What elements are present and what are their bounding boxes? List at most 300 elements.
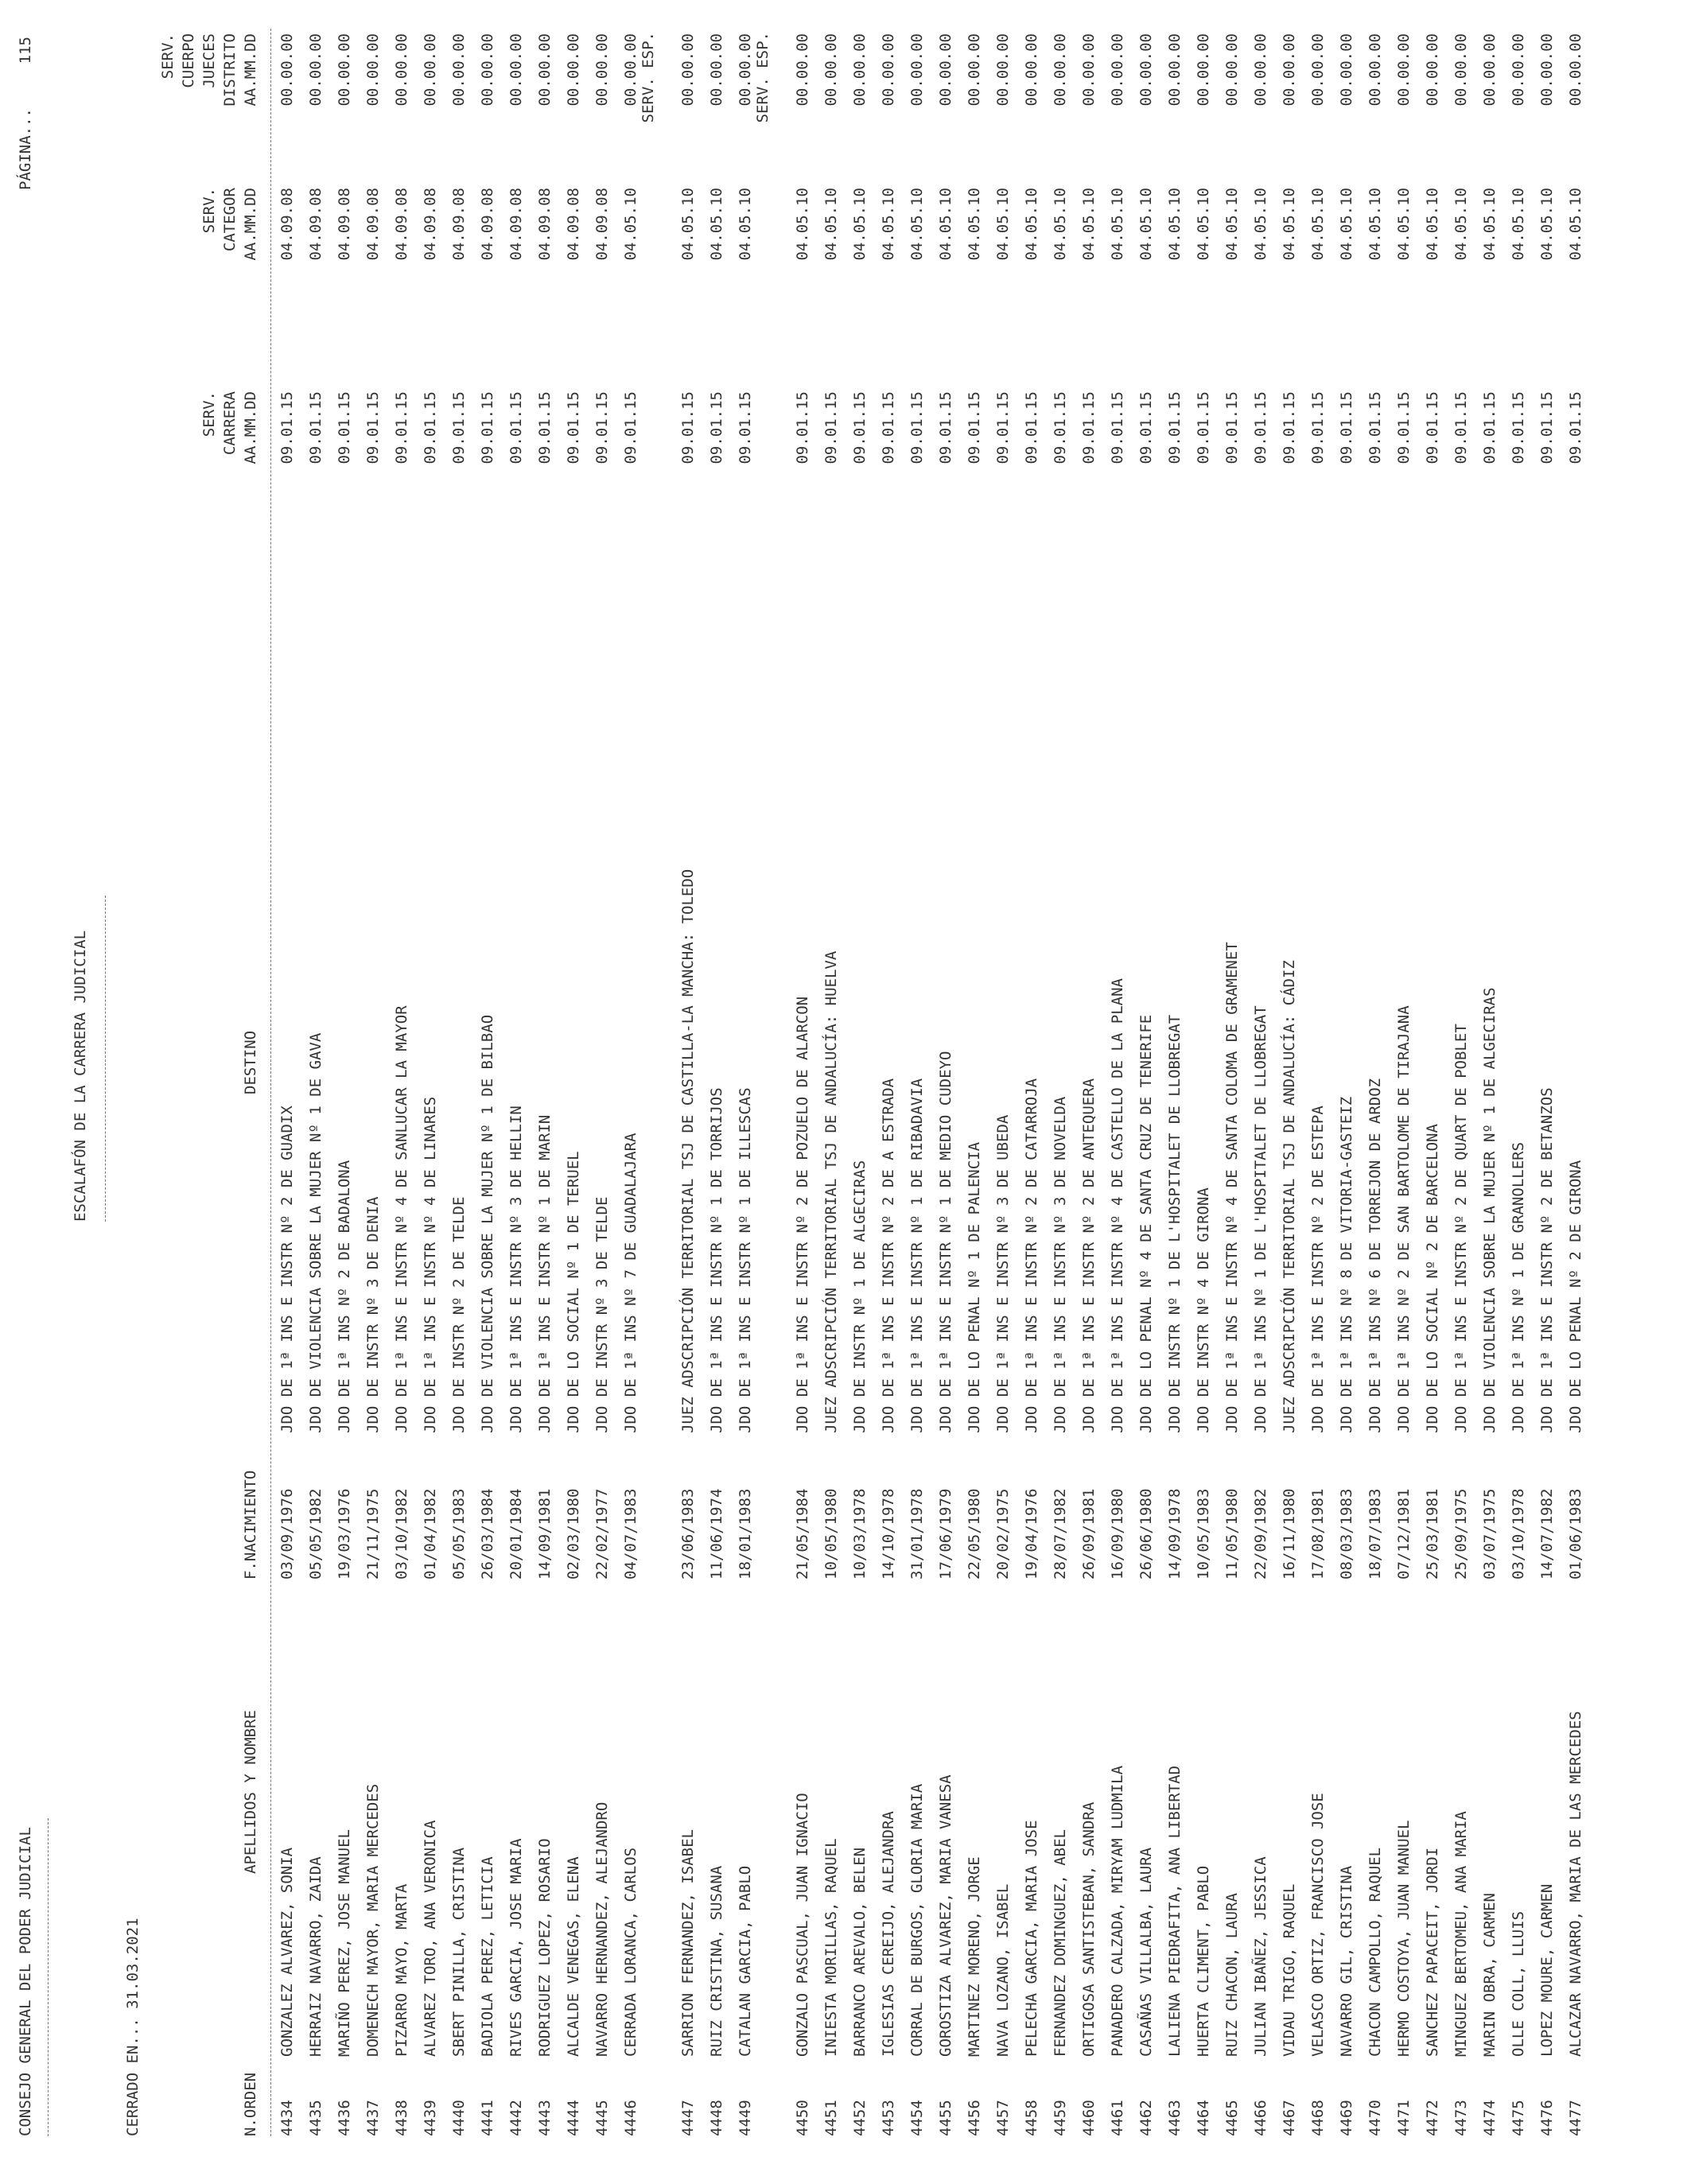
cell-orden: 4455 xyxy=(937,2100,954,2136)
cell-orden: 4472 xyxy=(1424,2100,1441,2136)
cell-nacimiento: 18/01/1983 xyxy=(737,1488,754,1580)
cell-nombre: LOPEZ MOURE, CARMEN xyxy=(1538,1883,1556,2057)
cell-jueces: 00.00.00 xyxy=(966,33,983,107)
cell-carrera: 09.01.15 xyxy=(708,391,725,464)
table-row xyxy=(420,0,441,2184)
cell-orden: 4449 xyxy=(737,2100,754,2136)
table-row xyxy=(1193,0,1214,2184)
column-header-orden: N.ORDEN xyxy=(242,2072,259,2136)
cell-carrera: 09.01.15 xyxy=(794,391,811,464)
cell-nombre: HERMO COSTOYA, JUAN MANUEL xyxy=(1395,1820,1413,2057)
cell-jueces: 00.00.00 xyxy=(422,33,439,107)
cell-destino: JDO DE 1ª INS E INSTR Nº 1 DE MARIN xyxy=(536,1114,554,1433)
cell-nacimiento: 20/02/1975 xyxy=(994,1488,1012,1580)
table-row xyxy=(821,0,842,2184)
column-header-destino: DESTINO xyxy=(242,1030,259,1094)
cell-categoria: 04.05.10 xyxy=(1567,188,1584,261)
cell-categoria: 04.05.10 xyxy=(737,188,754,261)
cell-categoria: 04.05.10 xyxy=(1510,188,1527,261)
cell-destino: JDO DE 1ª INS E INSTR Nº 2 DE QUART DE POBLET xyxy=(1452,1024,1470,1433)
cell-jueces: 00.00.00 xyxy=(393,33,410,107)
cell-orden: 4476 xyxy=(1538,2100,1556,2136)
table-row xyxy=(706,0,727,2184)
table-row xyxy=(1136,0,1156,2184)
cell-nombre: LALIENA PIEDRAFITA, ANA LIBERTAD xyxy=(1166,1765,1184,2057)
cell-orden: 4444 xyxy=(565,2100,582,2136)
cell-nacimiento: 05/05/1982 xyxy=(307,1488,325,1580)
cell-categoria: 04.05.10 xyxy=(1195,188,1212,261)
table-row xyxy=(849,0,870,2184)
cell-jueces: 00.00.00 xyxy=(536,33,554,107)
cell-jueces: 00.00.00 xyxy=(1510,33,1527,107)
cell-categoria: 04.05.10 xyxy=(1481,188,1499,261)
cell-jueces: 00.00.00 xyxy=(1567,33,1584,107)
cell-jueces: 00.00.00 xyxy=(1023,33,1040,107)
cell-destino: JDO DE 1ª INS Nº 2 DE BADALONA xyxy=(336,1160,353,1433)
cell-categoria: 04.05.10 xyxy=(1538,188,1556,261)
cell-jueces: 00.00.00 xyxy=(479,33,496,107)
table-row xyxy=(1508,0,1529,2184)
cell-nacimiento: 16/09/1980 xyxy=(1109,1488,1126,1580)
cell-carrera: 09.01.15 xyxy=(966,391,983,464)
cell-nacimiento: 11/05/1980 xyxy=(1223,1488,1241,1580)
cell-categoria: 04.05.10 xyxy=(1338,188,1355,261)
cell-categoria: 04.05.10 xyxy=(880,188,897,261)
cell-categoria: 04.05.10 xyxy=(1166,188,1184,261)
cell-carrera: 09.01.15 xyxy=(1309,391,1327,464)
cell-carrera: 09.01.15 xyxy=(507,391,525,464)
column-header-categoria-1: SERV. xyxy=(200,188,218,234)
cell-destino: JDO DE 1ª INS Nº 1 DE L'HOSPITALET DE LLOBREGAT xyxy=(1252,1005,1269,1433)
cell-carrera: 09.01.15 xyxy=(1080,391,1098,464)
cell-orden: 4437 xyxy=(364,2100,382,2136)
cell-jueces: 00.00.00 xyxy=(565,33,582,107)
table-row xyxy=(878,0,899,2184)
cell-nombre: OLLE COLL, LLUIS xyxy=(1510,1910,1527,2057)
cell-carrera: 09.01.15 xyxy=(1538,391,1556,464)
table-row xyxy=(305,0,326,2184)
cell-nombre: ALCALDE VENEGAS, ELENA xyxy=(565,1856,582,2057)
cell-orden: 4461 xyxy=(1109,2100,1126,2136)
cell-jueces: 00.00.00 xyxy=(822,33,840,107)
cell-nombre: NAVARRO HERNANDEZ, ALEJANDRO xyxy=(593,1801,611,2057)
table-row xyxy=(964,0,985,2184)
cell-jueces: 00.00.00 xyxy=(994,33,1012,107)
cell-destino: JDO DE VIOLENCIA SOBRE LA MUJER Nº 1 DE GAVA xyxy=(307,1032,325,1433)
cell-nacimiento: 26/09/1981 xyxy=(1080,1488,1098,1580)
cell-nacimiento: 14/10/1978 xyxy=(880,1488,897,1580)
cell-nacimiento: 08/03/1983 xyxy=(1338,1488,1355,1580)
cell-nacimiento: 31/01/1978 xyxy=(908,1488,926,1580)
cell-orden: 4445 xyxy=(593,2100,611,2136)
cell-destino: JDO DE 1ª INS E INSTR Nº 2 DE CATARROJA xyxy=(1023,1078,1040,1433)
cell-nombre: INIESTA MORILLAS, RAQUEL xyxy=(822,1838,840,2057)
cell-nacimiento: 01/04/1982 xyxy=(422,1488,439,1580)
cell-destino: JUEZ ADSCRIPCIÓN TERRITORIAL TSJ DE CASTILLA-LA MANCHA: TOLEDO xyxy=(679,869,697,1433)
cell-destino: JDO DE VIOLENCIA SOBRE LA MUJER Nº 1 DE BILBAO xyxy=(479,1014,496,1433)
cell-nacimiento: 14/07/1982 xyxy=(1538,1488,1556,1580)
cell-destino: JDO DE 1ª INS E INSTR Nº 4 DE SANTA COLOMA DE GRAMENET xyxy=(1223,942,1241,1433)
cell-nacimiento: 03/07/1975 xyxy=(1481,1488,1499,1580)
cell-carrera: 09.01.15 xyxy=(1166,391,1184,464)
cell-orden: 4474 xyxy=(1481,2100,1499,2136)
cell-nacimiento: 11/06/1974 xyxy=(708,1488,725,1580)
cell-nombre: SBERT PINILLA, CRISTINA xyxy=(450,1847,468,2057)
cell-nacimiento: 17/06/1979 xyxy=(937,1488,954,1580)
table-row xyxy=(1336,0,1357,2184)
cell-carrera: 09.01.15 xyxy=(908,391,926,464)
table-row xyxy=(620,0,641,2184)
cell-jueces: 00.00.00 xyxy=(1309,33,1327,107)
table-row xyxy=(1565,0,1586,2184)
table-row xyxy=(563,0,584,2184)
table-row xyxy=(1537,0,1557,2184)
column-header-nombre: APELLIDOS Y NOMBRE xyxy=(242,1710,259,1874)
cell-carrera: 09.01.15 xyxy=(851,391,869,464)
table-row xyxy=(506,0,527,2184)
cell-orden: 4434 xyxy=(278,2100,296,2136)
cell-carrera: 09.01.15 xyxy=(622,391,639,464)
cell-orden: 4446 xyxy=(622,2100,639,2136)
column-header-jueces-5: AA.MM.DD xyxy=(242,33,259,107)
cell-orden: 4442 xyxy=(507,2100,525,2136)
cell-nombre: FERNANDEZ DOMINGUEZ, ABEL xyxy=(1052,1829,1069,2057)
cell-jueces: 00.00.00 xyxy=(1109,33,1126,107)
table-row xyxy=(1021,0,1042,2184)
cell-categoria: 04.09.08 xyxy=(536,188,554,261)
cell-destino: JDO DE 1ª INS E INSTR Nº 4 DE SANLUCAR LA MAYOR xyxy=(393,1005,410,1433)
cell-orden: 4473 xyxy=(1452,2100,1470,2136)
cell-orden: 4467 xyxy=(1281,2100,1298,2136)
cell-carrera: 09.01.15 xyxy=(1395,391,1413,464)
cell-destino: JDO DE INSTR Nº 3 DE DENIA xyxy=(364,1196,382,1433)
table-row xyxy=(1479,0,1500,2184)
table-row xyxy=(1050,0,1071,2184)
table-row xyxy=(334,0,355,2184)
column-header-carrera-3: AA.MM.DD xyxy=(242,391,259,464)
cell-categoria: 04.09.08 xyxy=(364,188,382,261)
table-row xyxy=(1222,0,1242,2184)
cell-nombre: VIDAU TRIGO, RAQUEL xyxy=(1281,1883,1298,2057)
cell-jueces: 00.00.00 xyxy=(1052,33,1069,107)
cell-orden: 4448 xyxy=(708,2100,725,2136)
cell-nacimiento: 19/03/1976 xyxy=(336,1488,353,1580)
cell-destino: JDO DE 1ª INS E INSTR Nº 1 DE MEDIO CUDEYO xyxy=(937,1051,954,1433)
cell-jueces: 00.00.00 xyxy=(1252,33,1269,107)
column-header-jueces-2: CUERPO xyxy=(180,33,197,88)
cell-nacimiento: 14/09/1978 xyxy=(1166,1488,1184,1580)
cell-categoria: 04.05.10 xyxy=(1309,188,1327,261)
cell-nombre: MARIN OBRA, CARMEN xyxy=(1481,1893,1499,2057)
cell-jueces: 00.00.00 xyxy=(1452,33,1470,107)
table-row xyxy=(792,0,813,2184)
cell-categoria: 04.05.10 xyxy=(1424,188,1441,261)
cell-categoria: 04.05.10 xyxy=(679,188,697,261)
cell-destino: JDO DE 1ª INS Nº 1 DE GRANOLLERS xyxy=(1510,1141,1527,1433)
cell-categoria: 04.09.08 xyxy=(565,188,582,261)
table-row xyxy=(1394,0,1414,2184)
cell-nacimiento: 21/05/1984 xyxy=(794,1488,811,1580)
cell-nacimiento: 02/03/1980 xyxy=(565,1488,582,1580)
cell-carrera: 09.01.15 xyxy=(565,391,582,464)
cell-jueces: 00.00.00 xyxy=(450,33,468,107)
cell-nacimiento: 03/10/1978 xyxy=(1510,1488,1527,1580)
cell-categoria: 04.09.08 xyxy=(393,188,410,261)
cell-jueces: 00.00.00 xyxy=(794,33,811,107)
cell-carrera: 09.01.15 xyxy=(737,391,754,464)
cell-nombre: BARRANCO AREVALO, BELEN xyxy=(851,1847,869,2057)
table-row xyxy=(1164,0,1185,2184)
cell-nombre: CHACON CAMPOLLO, RAQUEL xyxy=(1366,1847,1384,2057)
cell-nacimiento: 07/12/1981 xyxy=(1395,1488,1413,1580)
cell-orden: 4469 xyxy=(1338,2100,1355,2136)
cell-nacimiento: 03/09/1976 xyxy=(278,1488,296,1580)
cell-nacimiento: 03/10/1982 xyxy=(393,1488,410,1580)
cell-categoria: 04.05.10 xyxy=(708,188,725,261)
cell-orden: 4475 xyxy=(1510,2100,1527,2136)
column-header-nacimiento: F.NACIMIENTO xyxy=(242,1470,259,1580)
cell-jueces: 00.00.00 xyxy=(1481,33,1499,107)
cell-nombre: ALCAZAR NAVARRO, MARIA DE LAS MERCEDES xyxy=(1567,1711,1584,2057)
cell-nombre: MINGUEZ BERTOMEU, ANA MARIA xyxy=(1452,1811,1470,2057)
table-row xyxy=(1451,0,1471,2184)
cell-nombre: SARRION FERNANDEZ, ISABEL xyxy=(679,1829,697,2057)
cell-orden: 4440 xyxy=(450,2100,468,2136)
cell-jueces: 00.00.00 xyxy=(364,33,382,107)
table-row xyxy=(1279,0,1300,2184)
table-row xyxy=(449,0,469,2184)
cell-jueces: 00.00.00 xyxy=(1366,33,1384,107)
cell-categoria: 04.05.10 xyxy=(1366,188,1384,261)
cell-carrera: 09.01.15 xyxy=(880,391,897,464)
cell-nacimiento: 14/09/1981 xyxy=(536,1488,554,1580)
cell-nombre: ALVAREZ TORO, ANA VERONICA xyxy=(422,1820,439,2057)
cell-destino: JDO DE LO SOCIAL Nº 2 DE BARCELONA xyxy=(1424,1124,1441,1433)
cell-nombre: HUERTA CLIMENT, PABLO xyxy=(1195,1865,1212,2057)
document-title: ESCALAFÓN DE LA CARRERA JUDICIAL xyxy=(72,930,89,1222)
title-underline xyxy=(105,896,106,1222)
cell-categoria: 04.05.10 xyxy=(1223,188,1241,261)
cell-categoria: 04.09.08 xyxy=(450,188,468,261)
cell-jueces: 00.00.00 xyxy=(1395,33,1413,107)
cell-carrera: 09.01.15 xyxy=(393,391,410,464)
cell-nacimiento: 01/06/1983 xyxy=(1567,1488,1584,1580)
cell-orden: 4457 xyxy=(994,2100,1012,2136)
cell-categoria: 04.05.10 xyxy=(966,188,983,261)
cell-nombre: BADIOLA PEREZ, LETICIA xyxy=(479,1856,496,2057)
cell-carrera: 09.01.15 xyxy=(994,391,1012,464)
cell-categoria: 04.09.08 xyxy=(593,188,611,261)
cell-carrera: 09.01.15 xyxy=(450,391,468,464)
cell-nombre: CERRADA LORANCA, CARLOS xyxy=(622,1847,639,2057)
cell-carrera: 09.01.15 xyxy=(1137,391,1155,464)
table-row xyxy=(391,0,412,2184)
cell-jueces: 00.00.00 xyxy=(1223,33,1241,107)
cell-nacimiento: 10/05/1983 xyxy=(1195,1488,1212,1580)
table-row xyxy=(993,0,1013,2184)
cell-destino: JUEZ ADSCRIPCIÓN TERRITORIAL TSJ DE ANDALUCÍA: CÁDIZ xyxy=(1281,960,1298,1433)
cell-carrera: 09.01.15 xyxy=(1023,391,1040,464)
cell-jueces: 00.00.00 xyxy=(622,33,639,107)
cell-destino: JDO DE 1ª INS E INSTR Nº 3 DE UBEDA xyxy=(994,1114,1012,1433)
column-header-jueces-4: DISTRITO xyxy=(221,33,239,107)
cell-jueces: 00.00.00 xyxy=(1538,33,1556,107)
cell-destino: JDO DE LO PENAL Nº 1 DE PALENCIA xyxy=(966,1141,983,1433)
cell-carrera: 09.01.15 xyxy=(536,391,554,464)
cell-destino: JDO DE LO PENAL Nº 4 DE SANTA CRUZ DE TENERIFE xyxy=(1137,1014,1155,1433)
table-row xyxy=(678,0,698,2184)
cell-nombre: MARTINEZ MORENO, JORGE xyxy=(966,1856,983,2057)
cell-nombre: RODRIGUEZ LOPEZ, ROSARIO xyxy=(536,1838,554,2057)
cell-destino: JDO DE 1ª INS E INSTR Nº 4 DE CASTELLO DE LA PLANA xyxy=(1109,978,1126,1433)
cell-categoria: 04.09.08 xyxy=(479,188,496,261)
cell-nombre: CATALAN GARCIA, PABLO xyxy=(737,1865,754,2057)
cell-orden: 4460 xyxy=(1080,2100,1098,2136)
cell-nacimiento: 18/07/1983 xyxy=(1366,1488,1384,1580)
cell-nombre: CORRAL DE BURGOS, GLORIA MARIA xyxy=(908,1783,926,2057)
cell-carrera: 09.01.15 xyxy=(1452,391,1470,464)
cell-jueces: 00.00.00 xyxy=(1195,33,1212,107)
cell-jueces: 00.00.00 xyxy=(1166,33,1184,107)
cell-orden: 4453 xyxy=(880,2100,897,2136)
cell-nacimiento: 22/09/1982 xyxy=(1252,1488,1269,1580)
cell-orden: 4454 xyxy=(908,2100,926,2136)
cell-orden: 4443 xyxy=(536,2100,554,2136)
cell-categoria: 04.09.08 xyxy=(422,188,439,261)
cell-nacimiento: 28/07/1982 xyxy=(1052,1488,1069,1580)
cell-orden: 4451 xyxy=(822,2100,840,2136)
cell-destino: JDO DE 1ª INS E INSTR Nº 1 DE ILLESCAS xyxy=(737,1087,754,1433)
cell-nacimiento: 05/05/1983 xyxy=(450,1488,468,1580)
cell-orden: 4447 xyxy=(679,2100,697,2136)
cell-categoria: 04.05.10 xyxy=(937,188,954,261)
closed-date: CERRADO EN... 31.03.2021 xyxy=(124,1918,142,2136)
cell-carrera: 09.01.15 xyxy=(1223,391,1241,464)
cell-destino: JDO DE 1ª INS E INSTR Nº 2 DE POZUELO DE ALARCON xyxy=(794,996,811,1433)
cell-destino: JDO DE INSTR Nº 4 DE GIRONA xyxy=(1195,1187,1212,1433)
cell-nombre: PANADERO CALZADA, MIRYAM LUDMILA xyxy=(1109,1765,1126,2057)
cell-jueces: 00.00.00 xyxy=(593,33,611,107)
cell-jueces: 00.00.00 xyxy=(1424,33,1441,107)
column-header-jueces-3: JUECES xyxy=(200,33,218,88)
cell-nacimiento: 04/07/1983 xyxy=(622,1488,639,1580)
cell-destino: JDO DE 1ª INS Nº 8 DE VITORIA-GASTEIZ xyxy=(1338,1096,1355,1433)
cell-orden: 4450 xyxy=(794,2100,811,2136)
column-header-categoria-3: AA.MM.DD xyxy=(242,188,259,261)
cell-jueces: 00.00.00 xyxy=(737,33,754,107)
cell-destino: JDO DE 1ª INS E INSTR Nº 2 DE A ESTRADA xyxy=(880,1078,897,1433)
cell-orden: 4441 xyxy=(479,2100,496,2136)
cell-orden: 4465 xyxy=(1223,2100,1241,2136)
cell-nombre: RUIZ CRISTINA, SUSANA xyxy=(708,1865,725,2057)
cell-nombre: NAVARRO GIL, CRISTINA xyxy=(1338,1865,1355,2057)
cell-destino: JDO DE INSTR Nº 2 DE TELDE xyxy=(450,1196,468,1433)
cell-categoria: 04.09.08 xyxy=(336,188,353,261)
cell-nombre: NAVA LOZANO, ISABEL xyxy=(994,1883,1012,2057)
cell-nacimiento: 25/03/1981 xyxy=(1424,1488,1441,1580)
cell-jueces: 00.00.00 xyxy=(937,33,954,107)
cell-orden: 4459 xyxy=(1052,2100,1069,2136)
cell-nacimiento: 10/03/1978 xyxy=(851,1488,869,1580)
cell-nombre: PIZARRO MAYO, MARTA xyxy=(393,1883,410,2057)
cell-carrera: 09.01.15 xyxy=(479,391,496,464)
cell-categoria: 04.05.10 xyxy=(1052,188,1069,261)
cell-jueces: 00.00.00 xyxy=(1080,33,1098,107)
cell-nombre: RUIZ CHACON, LAURA xyxy=(1223,1893,1241,2057)
serv-esp-note: SERV. ESP. xyxy=(754,32,772,123)
cell-jueces: 00.00.00 xyxy=(507,33,525,107)
cell-carrera: 09.01.15 xyxy=(336,391,353,464)
cell-categoria: 04.05.10 xyxy=(1252,188,1269,261)
column-header-carrera-2: CARRERA xyxy=(221,391,239,456)
organization-underline xyxy=(48,1818,49,2136)
cell-nombre: DOMENECH MAYOR, MARIA MERCEDES xyxy=(364,1783,382,2057)
cell-orden: 4458 xyxy=(1023,2100,1040,2136)
cell-destino: JDO DE 1ª INS E INSTR Nº 3 DE NOVELDA xyxy=(1052,1096,1069,1433)
table-row xyxy=(1422,0,1443,2184)
cell-nombre: GONZALEZ ALVAREZ, SONIA xyxy=(278,1847,296,2057)
table-row xyxy=(1308,0,1328,2184)
cell-carrera: 09.01.15 xyxy=(822,391,840,464)
table-row xyxy=(277,0,297,2184)
table-row xyxy=(592,0,612,2184)
cell-orden: 4463 xyxy=(1166,2100,1184,2136)
cell-orden: 4456 xyxy=(966,2100,983,2136)
cell-jueces: 00.00.00 xyxy=(1137,33,1155,107)
cell-nacimiento: 19/04/1976 xyxy=(1023,1488,1040,1580)
cell-nombre: HERRAIZ NAVARRO, ZAIDA xyxy=(307,1856,325,2057)
cell-nombre: ORTIGOSA SANTISTEBAN, SANDRA xyxy=(1080,1801,1098,2057)
cell-orden: 4435 xyxy=(307,2100,325,2136)
cell-nacimiento: 26/03/1984 xyxy=(479,1488,496,1580)
cell-nacimiento: 22/05/1980 xyxy=(966,1488,983,1580)
cell-nacimiento: 16/11/1980 xyxy=(1281,1488,1298,1580)
table-row xyxy=(477,0,498,2184)
cell-destino: JDO DE 1ª INS Nº 6 DE TORREJON DE ARDOZ xyxy=(1366,1078,1384,1433)
cell-carrera: 09.01.15 xyxy=(1052,391,1069,464)
cell-nombre: VELASCO ORTIZ, FRANCISCO JOSE xyxy=(1309,1793,1327,2057)
cell-destino: JDO DE 1ª INS E INSTR Nº 2 DE BETANZOS xyxy=(1538,1087,1556,1433)
cell-carrera: 09.01.15 xyxy=(1252,391,1269,464)
table-row xyxy=(1250,0,1271,2184)
cell-carrera: 09.01.15 xyxy=(1338,391,1355,464)
table-row xyxy=(535,0,555,2184)
cell-categoria: 04.05.10 xyxy=(1395,188,1413,261)
column-header-jueces-1: SERV. xyxy=(159,33,177,80)
cell-jueces: 00.00.00 xyxy=(708,33,725,107)
page-label: PÁGINA... xyxy=(17,108,34,190)
cell-orden: 4464 xyxy=(1195,2100,1212,2136)
cell-nombre: GOROSTIZA ALVAREZ, MARIA VANESA xyxy=(937,1774,954,2057)
cell-categoria: 04.05.10 xyxy=(1080,188,1098,261)
cell-jueces: 00.00.00 xyxy=(908,33,926,107)
header-divider xyxy=(270,29,271,2136)
cell-orden: 4470 xyxy=(1366,2100,1384,2136)
cell-categoria: 04.09.08 xyxy=(278,188,296,261)
cell-nacimiento: 10/05/1980 xyxy=(822,1488,840,1580)
cell-destino: JDO DE VIOLENCIA SOBRE LA MUJER Nº 1 DE ALGECIRAS xyxy=(1481,987,1499,1433)
cell-destino: JDO DE 1ª INS E INSTR Nº 3 DE HELLIN xyxy=(507,1106,525,1433)
cell-carrera: 09.01.15 xyxy=(937,391,954,464)
cell-nacimiento: 23/06/1983 xyxy=(679,1488,697,1580)
cell-nacimiento: 26/06/1980 xyxy=(1137,1488,1155,1580)
cell-categoria: 04.05.10 xyxy=(851,188,869,261)
cell-orden: 4462 xyxy=(1137,2100,1155,2136)
cell-nacimiento: 25/09/1975 xyxy=(1452,1488,1470,1580)
cell-nacimiento: 20/01/1984 xyxy=(507,1488,525,1580)
cell-jueces: 00.00.00 xyxy=(1338,33,1355,107)
table-row xyxy=(363,0,383,2184)
